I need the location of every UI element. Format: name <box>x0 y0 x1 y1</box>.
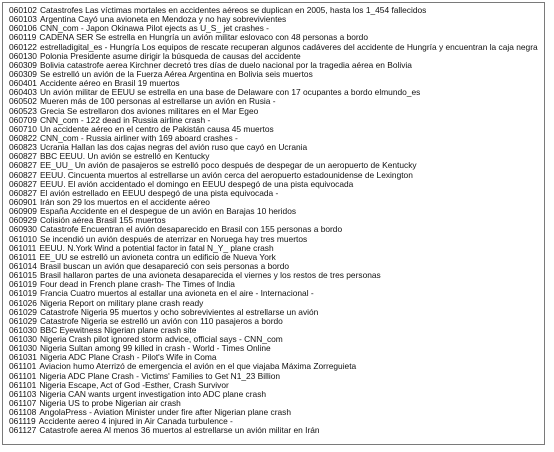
item-headline: Catastrofe Encuentran el avión desaparecido en Brasil con 155 personas a bordo <box>39 225 343 235</box>
list-item <box>9 43 542 52</box>
list-item <box>9 107 542 116</box>
list-item <box>9 116 542 125</box>
item-headline: Un accidente aéreo en el centro de Pakistán causa 45 muertos <box>39 124 274 134</box>
list-item <box>9 317 542 326</box>
item-date: 061011 <box>9 243 37 253</box>
item-date: 060119 <box>9 33 37 43</box>
list-item <box>9 180 542 189</box>
item-headline: Nigeria Crash pilot ignored storm advice, official says - CNN_com <box>39 335 283 345</box>
item-date: 061108 <box>9 408 37 418</box>
item-headline: Nigeria CAN wants urgent investigation into ADC plane crash <box>39 389 267 399</box>
item-date: 060309 <box>9 60 37 70</box>
item-date: 061011 <box>9 252 37 262</box>
item-headline: Francia Cuatro muertos al estallar una avioneta en el aire - Internacional - <box>39 289 314 299</box>
item-date: 060502 <box>9 97 37 107</box>
list-item <box>9 308 542 317</box>
item-date: 061119 <box>9 417 36 427</box>
item-headline: Se estrelló un avión de la Fuerza Aérea Argentina en Bolivia seis muertos <box>39 69 313 79</box>
item-headline: Nigeria ADC Plane Crash - Victims' Families to Get N1_23 Billion <box>39 371 281 381</box>
list-item <box>9 6 542 15</box>
list-item <box>9 143 542 152</box>
item-headline: Argentina Cayó una avioneta en Mendoza y no hay sobrevivientes <box>39 15 287 25</box>
item-date: 061019 <box>9 289 37 299</box>
item-date: 060523 <box>9 106 37 116</box>
news-list <box>9 6 542 436</box>
item-date: 061101 <box>9 371 37 381</box>
list-item <box>9 134 542 143</box>
news-list-panel <box>2 2 545 445</box>
item-date: 061015 <box>9 271 37 281</box>
list-item <box>9 207 542 216</box>
item-date: 060709 <box>9 115 37 125</box>
item-date: 061030 <box>9 344 37 354</box>
item-date: 060401 <box>9 79 37 89</box>
item-headline: Catastrofe Nigeria se estrelló un avión con 110 pasajeros a bordo <box>39 316 283 326</box>
list-item <box>9 189 542 198</box>
item-date: 061103 <box>9 389 37 399</box>
list-item <box>9 225 542 234</box>
list-item <box>9 198 542 207</box>
item-headline: CNN_com - Russia airliner with 169 aboard crashes - <box>39 133 238 143</box>
item-date: 061030 <box>9 335 37 345</box>
list-item <box>9 344 542 353</box>
item-date: 061014 <box>9 261 37 271</box>
item-headline: Irán son 29 los muertos en el accidente aéreo <box>39 197 210 207</box>
item-date: 060930 <box>9 225 37 235</box>
item-headline: Polonia Presidente asume dirigir la búsqueda de causas del accidente <box>39 51 301 61</box>
item-headline: Ucrania Hallan las dos cajas negras del avión ruso que cayó en Ucrania <box>39 143 308 153</box>
list-item <box>9 280 542 289</box>
list-item <box>9 408 542 417</box>
item-headline: Nigeria US to probe Nigerian air crash <box>39 399 181 409</box>
item-date: 060710 <box>9 124 37 134</box>
list-item <box>9 33 542 42</box>
item-headline: Colisión aérea Brasil 155 muertos <box>39 216 166 226</box>
item-date: 061101 <box>9 380 37 390</box>
item-date: 060122 <box>9 42 37 52</box>
list-item <box>9 335 542 344</box>
list-item <box>9 353 542 362</box>
item-date: 061101 <box>9 362 37 372</box>
item-headline: Grecia Se estrellaron dos aviones militares en el Mar Egeo <box>39 106 259 116</box>
item-headline: EEUU. Cincuenta muertos al estrellarse un avión cerca del aeropuerto estadounidense de Lexington <box>39 170 413 180</box>
item-date: 060827 <box>9 170 37 180</box>
item-date: 061010 <box>9 234 37 244</box>
item-headline: CNN_com - 122 dead in Russia airline crash - <box>39 115 211 125</box>
item-date: 060823 <box>9 143 37 153</box>
list-item <box>9 235 542 244</box>
item-headline: Brasil buscan un avión que desapareció con seis personas a bordo <box>39 261 290 271</box>
list-item <box>9 271 542 280</box>
item-date: 060901 <box>9 197 37 207</box>
item-headline: Catastrofe Nigeria 95 muertos y ocho sobrevivientes al estrellarse un avión <box>39 307 319 317</box>
item-headline: Bolivia catastrofe aerea Kirchner decretó tres días de duelo nacional por la tragedia aérea en Bolivia <box>39 60 412 70</box>
item-date: 061030 <box>9 325 37 335</box>
list-item <box>9 97 542 106</box>
list-item <box>9 289 542 298</box>
item-date: 061029 <box>9 307 37 317</box>
item-date: 061026 <box>9 298 37 308</box>
item-date: 060827 <box>9 179 37 189</box>
list-item <box>9 61 542 70</box>
item-headline: Catastrofe aerea Al menos 36 muertos al estrellarse un avión militar en Irán <box>39 426 320 436</box>
list-item <box>9 399 542 408</box>
item-headline: BBC EEUU. Un avión se estrelló en Kentucky <box>39 152 210 162</box>
list-item <box>9 381 542 390</box>
item-date: 061107 <box>9 399 37 409</box>
item-date: 061127 <box>9 426 37 436</box>
item-headline: Catastrofes Las víctimas mortales en accidentes aéreos se duplican en 2005, hasta los 1_454 fallecidos <box>39 6 427 15</box>
item-date: 060309 <box>9 69 37 79</box>
item-headline: Four dead in French plane crash- The Times of India <box>39 280 235 290</box>
item-headline: EEUU. N.York Wind a potential factor in fatal N_Y_ plane crash <box>39 243 274 253</box>
item-date: 060106 <box>9 24 37 34</box>
item-date: 060103 <box>9 15 37 25</box>
list-item <box>9 244 542 253</box>
item-headline: Brasil hallaron partes de una avioneta desaparecida el viernes y los restos de tres personas <box>39 271 381 281</box>
list-item <box>9 88 542 97</box>
list-item <box>9 171 542 180</box>
item-headline: Nigeria Sultan among 99 killed in crash - World - Times Online <box>39 344 271 354</box>
item-headline: Nigeria ADC Plane Crash - Pilot's Wife in Coma <box>39 353 217 363</box>
item-headline: Nigeria Escape, Act of God -Esther, Crash Survivor <box>39 380 229 390</box>
list-item <box>9 417 542 426</box>
item-date: 060827 <box>9 188 37 198</box>
item-headline: EEUU. El avión accidentado el domingo en EEUU despegó de una pista equivocada <box>39 179 354 189</box>
list-item <box>9 362 542 371</box>
list-item <box>9 326 542 335</box>
item-headline: Nigeria Report on military plane crash ready <box>39 298 204 308</box>
list-item <box>9 299 542 308</box>
item-headline: España Accidente en el despegue de un avión en Barajas 10 heridos <box>39 207 297 217</box>
item-date: 060130 <box>9 51 37 61</box>
list-item <box>9 125 542 134</box>
item-headline: EE_UU se estrelló un avioneta contra un edificio de Nueva York <box>39 252 276 262</box>
item-headline: EE_UU_ Un avión de pasajeros se estrelló poco después de despegar de un aeropuerto de Kentucky <box>39 161 417 171</box>
item-headline: AngolaPress - Aviation Minister under fire after Nigerian plane crash <box>39 408 292 418</box>
item-date: 060102 <box>9 6 37 15</box>
item-headline: Aviacion humo Aterrizó de emergencia el avión en el que viajaba Máxima Zorreguieta <box>39 362 357 372</box>
item-headline: Accidente aéreo en Brasil 19 muertos <box>39 79 180 89</box>
item-headline: CNN_com - Japon Okinawa Pilot ejects as U_S_ jet crashes - <box>39 24 269 34</box>
item-date: 061029 <box>9 316 37 326</box>
item-headline: BBC Eyewitness Nigerian plane crash site <box>39 325 197 335</box>
item-date: 060929 <box>9 216 37 226</box>
list-item <box>9 216 542 225</box>
item-date: 060822 <box>9 133 37 143</box>
list-item <box>9 262 542 271</box>
item-headline: El avión estrellado en EEUU despegó de una pista equivocada - <box>39 188 279 198</box>
item-date: 061019 <box>9 280 37 290</box>
list-item <box>9 15 542 24</box>
item-headline: Se incendió un avión después de aterrizar en Noruega hay tres muertos <box>39 234 308 244</box>
item-date: 060827 <box>9 152 37 162</box>
item-headline: Accidente aereo 4 injured in Air Canada turbulence - <box>38 417 233 427</box>
item-headline: Un avión militar de EEUU se estrella en una base de Delaware con 17 ocupantes a bordo elmundo_es <box>39 88 421 98</box>
list-item <box>9 152 542 161</box>
list-item <box>9 426 542 435</box>
list-item <box>9 52 542 61</box>
list-item <box>9 70 542 79</box>
list-item <box>9 161 542 170</box>
item-date: 061031 <box>9 353 37 363</box>
list-item <box>9 372 542 381</box>
item-date: 060827 <box>9 161 37 171</box>
list-item <box>9 79 542 88</box>
item-date: 060403 <box>9 88 37 98</box>
item-date: 060909 <box>9 207 37 217</box>
item-headline: CADENA SER Se estrella en Hungría un avión militar eslovaco con 48 personas a bordo <box>39 33 368 43</box>
item-headline: Mueren más de 100 personas al estrellarse un avión en Rusia - <box>39 97 276 107</box>
list-item <box>9 24 542 33</box>
item-headline: estrelladigital_es - Hungría Los equipos de rescate recuperan algunos cadáveres del accidente de Hungría y encuentran la caja negra <box>39 42 538 52</box>
list-item <box>9 390 542 399</box>
list-item <box>9 253 542 262</box>
